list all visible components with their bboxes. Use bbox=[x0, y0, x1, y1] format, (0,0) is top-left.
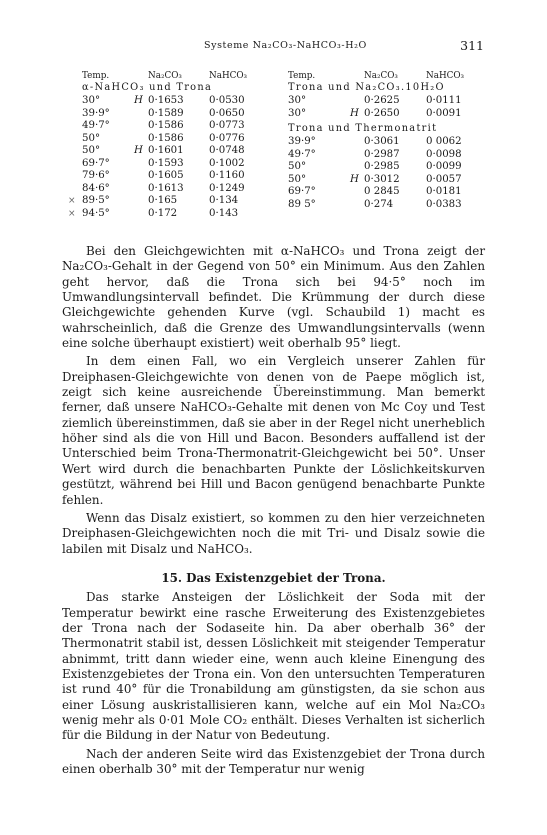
cell-nahco3: 0·0098 bbox=[426, 148, 462, 160]
cell-na2co3: 0·1601 bbox=[148, 145, 184, 156]
paragraph: In dem einen Fall, wo ein Vergleich unserer Zahlen für Dreiphasen-Gleichgewichte von denen von de Paepe möglich ist, zeigt sich keine ausreichende Übereinstimmung. Man bemerkt ferner, daß unsere NaHCO₃-Gehalte mit denen von Mc Coy und Test ziemlich übereinstimmen, daß sie aber in der Regel nicht unerheblich höher sind als die von Hill und Bacon. Besonders auffallend ist der Unterschied beim Trona-Thermonatrit-Gleichgewicht bei 50°. Unser Wert wird durch die benachbarten Punkte der Löslichkeitskurven gestützt, während bei Hill und Bacon genügend benachbarte Punkte fehlen. bbox=[62, 354, 485, 507]
cell-na2co3: 0·1653 bbox=[148, 95, 184, 106]
cell-na2co3: 0·1613 bbox=[148, 182, 184, 194]
table-row bbox=[286, 174, 486, 187]
cell-na2co3: 0·1586 bbox=[148, 120, 184, 131]
table-row bbox=[286, 95, 486, 108]
cell-nahco3: 0·0776 bbox=[209, 132, 245, 144]
cell-na2co3: 0·2987 bbox=[364, 148, 400, 160]
cell-nahco3: 0·0091 bbox=[426, 107, 462, 119]
table-row bbox=[76, 170, 281, 183]
table-left bbox=[68, 70, 281, 220]
cell-nahco3: 0·1002 bbox=[209, 157, 245, 169]
cell-na2co3: 0·1586 bbox=[148, 132, 184, 144]
paragraph: Nach der anderen Seite wird das Existenzgebiet der Trona durch einen oberhalb 30° mit der Temperatur nur wenig bbox=[62, 746, 485, 776]
table-row bbox=[286, 161, 486, 174]
cell-na2co3: 0·1605 bbox=[148, 170, 184, 181]
page-number: 311 bbox=[460, 38, 484, 53]
cell-na2co3: 0 2845 bbox=[364, 186, 400, 197]
cell-temp: 49·7° bbox=[82, 120, 110, 131]
table-row bbox=[286, 149, 486, 162]
cell-temp: 39·9° bbox=[288, 136, 316, 147]
cell-temp: 49·7° bbox=[288, 148, 316, 160]
cell-na2co3: 0·2625 bbox=[364, 95, 400, 106]
cell-na2co3: 0·3012 bbox=[364, 173, 400, 185]
table-right-body-2 bbox=[286, 136, 486, 211]
paragraph: Das starke Ansteigen der Löslichkeit der Soda mit der Temperatur bewirkt eine rasche Erweiterung des Existenzgebietes der Trona nach der Sodaseite hin. Da aber oberhalb 36° der Thermonatrit stabil ist, dessen Löslichkeit mit steigender Temperatur abnimmt, tritt dann wieder eine, wenn auch kleine Einengung des Existenzgebietes der Trona ein. Von den untersuchten Temperaturen ist rund 40° für die Tronabildung am günstigsten, da sie schon aus einer Lösung auskristallisieren kann, welche auf ein Mol Na₂CO₃ wenig mehr als 0·01 Mole CO₂ enthält. Dieses Verhalten ist sicherlich für die Bildung in der Natur von Bedeutung. bbox=[62, 590, 485, 743]
cell-nahco3: 0·134 bbox=[209, 195, 239, 206]
col-na2co3: Na₂CO₃ bbox=[148, 71, 182, 81]
table-row bbox=[286, 108, 486, 121]
table-row bbox=[76, 95, 281, 108]
cell-temp: 50° bbox=[82, 145, 101, 156]
table-row bbox=[76, 108, 281, 121]
table-row bbox=[68, 207, 281, 221]
paragraph: Wenn das Disalz existiert, so kommen zu den hier verzeichneten Dreiphasen-Gleichgewichten noch die mit Tri- und Disalz sowie die labilen mit Disalz und NaHCO₃. bbox=[62, 510, 485, 556]
cell-flag: H bbox=[350, 173, 359, 185]
cell-na2co3: 0·1589 bbox=[148, 107, 184, 119]
cell-nahco3: 0·0111 bbox=[426, 95, 462, 106]
table-row bbox=[68, 195, 281, 208]
table-row bbox=[76, 158, 281, 171]
running-header bbox=[92, 38, 492, 54]
cell-nahco3: 0·143 bbox=[209, 207, 239, 219]
cell-temp: 39·9° bbox=[82, 107, 110, 119]
section-heading: 15. Das Existenzgebiet der Trona. bbox=[161, 570, 386, 585]
table-right-header bbox=[286, 70, 486, 82]
cell-temp: 69·7° bbox=[82, 157, 110, 169]
col-temp: Temp. bbox=[288, 71, 316, 81]
cell-nahco3: 0·0057 bbox=[426, 173, 462, 185]
cell-temp: 50° bbox=[82, 132, 101, 144]
cell-nahco3: 0·0748 bbox=[209, 145, 245, 156]
cell-nahco3: 0·0530 bbox=[209, 95, 245, 106]
col-nahco3: NaHCO₃ bbox=[426, 71, 465, 81]
col-na2co3: Na₂CO₃ bbox=[364, 71, 398, 81]
table-row bbox=[286, 199, 486, 212]
cell-temp: 84·6° bbox=[82, 182, 110, 194]
table-row bbox=[76, 183, 281, 196]
cell-nahco3: 0·0099 bbox=[426, 161, 462, 172]
cell-nahco3: 0·1249 bbox=[209, 182, 245, 194]
cell-temp: 69·7° bbox=[288, 186, 316, 197]
group-title: Trona und Thermonatrit bbox=[288, 123, 438, 134]
table-right bbox=[286, 70, 486, 211]
col-temp: Temp. bbox=[82, 71, 110, 81]
table-right-body-1 bbox=[286, 95, 486, 120]
running-title: Systeme Na₂CO₃-NaHCO₃-H₂O bbox=[204, 40, 367, 51]
excluded-mark: × bbox=[68, 208, 76, 219]
table-left-header bbox=[76, 70, 281, 82]
cell-temp: 30° bbox=[82, 95, 101, 106]
paragraph: Bei den Gleichgewichten mit α-NaHCO₃ und Trona zeigt der Na₂CO₃-Gehalt in der Gegend von 50° ein Minimum. Aus den Zahlen geht hervor, daß die Trona sich bei 94·5° noch im Umwandlungsintervall befindet. Die Krümmung der durch diese Gleichgewichte gehenden Kurve (vgl. Schaubild 1) macht es wahrscheinlich, daß die Grenze des Umwandlungsintervalls (wenn eine solche überhaupt existiert) weit oberhalb 95° liegt. bbox=[62, 244, 485, 351]
cell-na2co3: 0·172 bbox=[148, 207, 178, 219]
col-nahco3: NaHCO₃ bbox=[209, 71, 248, 81]
cell-nahco3: 0·0383 bbox=[426, 198, 462, 210]
table-row bbox=[76, 145, 281, 158]
cell-na2co3: 0·274 bbox=[364, 198, 394, 210]
cell-flag: H bbox=[134, 95, 143, 106]
cell-na2co3: 0·165 bbox=[148, 195, 178, 206]
body-text bbox=[62, 244, 485, 777]
cell-temp: 30° bbox=[288, 107, 307, 119]
cell-nahco3: 0·0650 bbox=[209, 107, 245, 119]
table-row bbox=[76, 133, 281, 146]
cell-na2co3: 0·1593 bbox=[148, 157, 184, 169]
cell-na2co3: 0·2985 bbox=[364, 161, 400, 172]
cell-temp: 79·6° bbox=[82, 170, 110, 181]
table-row bbox=[286, 186, 486, 199]
cell-temp: 30° bbox=[288, 95, 307, 106]
table-left-body bbox=[68, 95, 281, 220]
cell-nahco3: 0·0773 bbox=[209, 120, 245, 131]
cell-flag: H bbox=[134, 145, 143, 156]
cell-temp: 89·5° bbox=[82, 195, 110, 206]
excluded-mark: × bbox=[68, 196, 76, 206]
cell-nahco3: 0·1160 bbox=[209, 170, 245, 181]
cell-temp: 89 5° bbox=[288, 198, 316, 210]
cell-nahco3: 0 0062 bbox=[426, 136, 462, 147]
cell-nahco3: 0·0181 bbox=[426, 186, 462, 197]
cell-temp: 94·5° bbox=[82, 207, 110, 219]
table-row bbox=[76, 120, 281, 133]
group-title: α-NaHCO₃ und Trona bbox=[82, 82, 213, 93]
cell-na2co3: 0·3061 bbox=[364, 136, 400, 147]
cell-temp: 50° bbox=[288, 161, 307, 172]
cell-flag: H bbox=[350, 107, 359, 119]
table-row bbox=[286, 136, 486, 149]
cell-na2co3: 0·2650 bbox=[364, 107, 400, 119]
group-title: Trona und Na₂CO₃.10H₂O bbox=[288, 82, 445, 93]
cell-temp: 50° bbox=[288, 173, 307, 185]
